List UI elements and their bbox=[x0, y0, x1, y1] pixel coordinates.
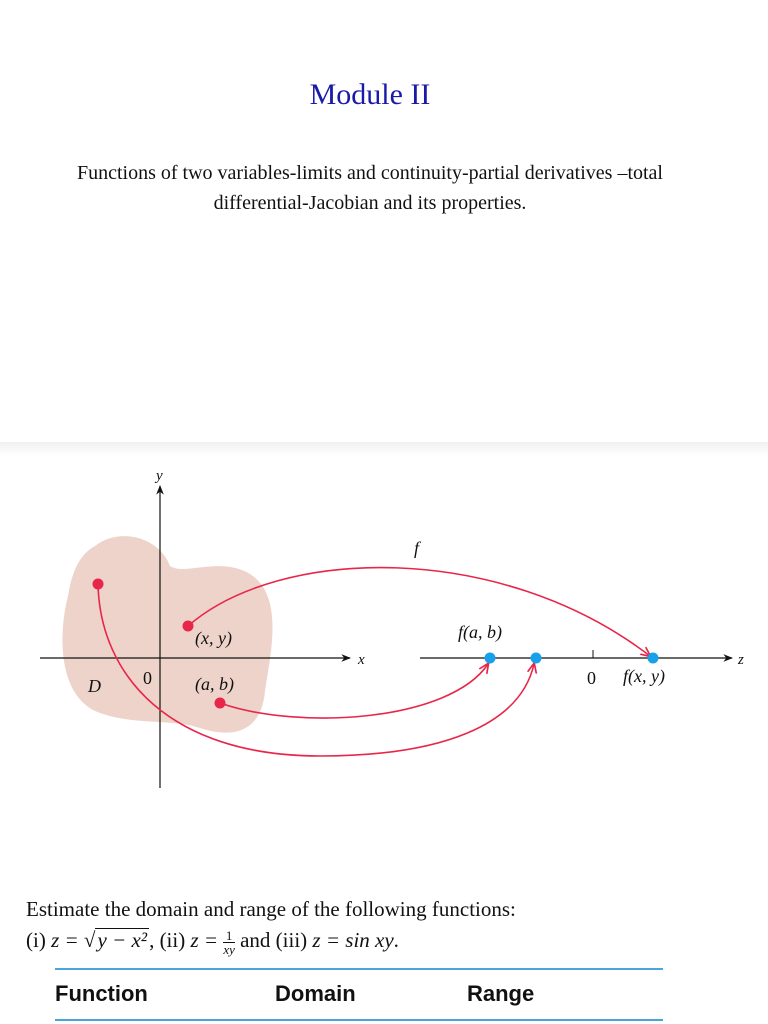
point-ab-label: (a, b) bbox=[195, 674, 234, 694]
image-point-d bbox=[531, 653, 542, 664]
point-d bbox=[93, 579, 104, 590]
point-ab bbox=[215, 698, 226, 709]
part3-prefix: and (iii) bbox=[234, 928, 313, 952]
function-mapping-figure bbox=[0, 456, 768, 816]
section-divider bbox=[0, 442, 768, 456]
part2-prefix: , (ii) bbox=[149, 928, 191, 952]
part2-numerator: 1 bbox=[223, 929, 235, 943]
region-label: D bbox=[88, 676, 101, 696]
image-point-xy bbox=[648, 653, 659, 664]
point-xy-label: (x, y) bbox=[195, 628, 232, 648]
y-axis-label: y bbox=[156, 468, 163, 484]
image-xy-label: f(x, y) bbox=[623, 666, 665, 686]
module-title: Module II bbox=[309, 78, 431, 111]
part2-lhs: z = bbox=[190, 928, 224, 952]
header-function: Function bbox=[55, 981, 148, 1006]
part1-radicand: y − x² bbox=[97, 928, 148, 952]
part1-prefix: (i) bbox=[26, 928, 52, 952]
exercise-functions bbox=[26, 928, 399, 956]
z-axis-label: z bbox=[738, 652, 744, 668]
module-description: Functions of two variables-limits and continuity-partial derivatives –total differential-Jacobian and its properties. bbox=[77, 162, 663, 214]
part2-fraction bbox=[223, 929, 235, 956]
table-top-rule bbox=[55, 968, 663, 970]
exercise-end: . bbox=[393, 928, 399, 952]
point-xy bbox=[183, 621, 194, 632]
sqrt-icon: √ bbox=[83, 928, 96, 952]
origin-label-right: 0 bbox=[587, 668, 596, 688]
part1-lhs: z = bbox=[51, 928, 84, 952]
exercise-prompt: Estimate the domain and range of the following functions: bbox=[26, 897, 516, 921]
table-header-rule bbox=[55, 1019, 663, 1021]
header-domain: Domain bbox=[275, 981, 356, 1006]
header-range: Range bbox=[467, 981, 535, 1006]
x-axis-label: x bbox=[358, 652, 365, 668]
map-label: f bbox=[414, 538, 420, 558]
image-ab-label: f(a, b) bbox=[458, 622, 502, 642]
part3-expression: z = sin xy bbox=[312, 928, 394, 952]
image-point-ab bbox=[485, 653, 496, 664]
domain-region bbox=[62, 536, 272, 733]
origin-label-left: 0 bbox=[143, 668, 152, 688]
part2-denominator: xy bbox=[223, 941, 235, 957]
